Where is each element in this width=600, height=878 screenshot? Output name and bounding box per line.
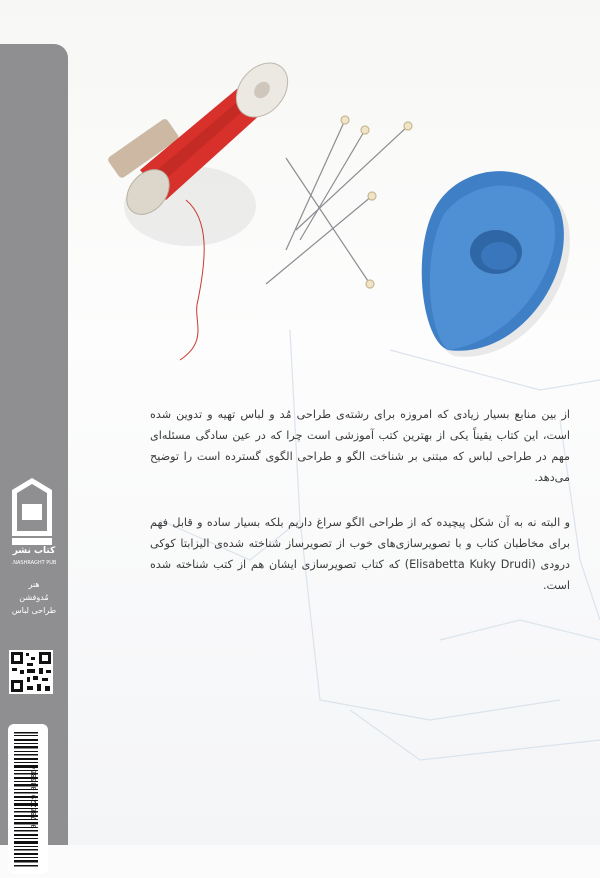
sewing-pins bbox=[266, 116, 412, 288]
description-paragraph-2 bbox=[150, 512, 570, 596]
isbn-barcode bbox=[8, 724, 48, 874]
description-paragraph-1 bbox=[150, 404, 570, 488]
spine-panel bbox=[0, 44, 68, 845]
category-label-2: مُدوفشن bbox=[19, 593, 49, 602]
cover-photo bbox=[68, 0, 600, 380]
description-paragraph-1-text: از بین منابع بسیار زیادی که امروزه برای رشته‌ی طراحی مُد و لباس تهیه و تدوین شده است، این کتاب یقیناً یکی از بهترین کتب آموزشی است چرا که در عین سادگی مسئله‌ای مهم در طراحی لباس که مبتنی بر شناخت الگو و طراحی الگوی گسترده است را توضیح می‌دهد. bbox=[150, 408, 570, 484]
thread-spool bbox=[107, 53, 299, 360]
publisher-logo-subtext: NASHRAGHT PUB. bbox=[11, 560, 57, 566]
publisher-logo bbox=[8, 476, 56, 546]
category-label-3: طراحی لباس bbox=[11, 606, 57, 615]
tailor-chalk bbox=[422, 171, 570, 357]
isbn-number: 9 786229 035864 bbox=[30, 765, 38, 829]
category-label-1: هنر bbox=[28, 580, 40, 589]
publisher-logo-text: کتاب نشر bbox=[12, 546, 56, 556]
description-paragraph-2-text: و البته نه به آن شکل پیچیده که از طراحی الگو سراغ داریم بلکه بسیار ساده و قابل فهم برای مخاطبان کتاب و با تصویرسازی‌های خوب از تصویرساز شناخته شده‌ی الیزابتا کوکی درودی (Elisabetta Kuky Drudi) که کتاب تصویرسازی ایشان هم از کتب شناخته شده است. bbox=[150, 516, 570, 592]
qr-code bbox=[9, 650, 53, 694]
